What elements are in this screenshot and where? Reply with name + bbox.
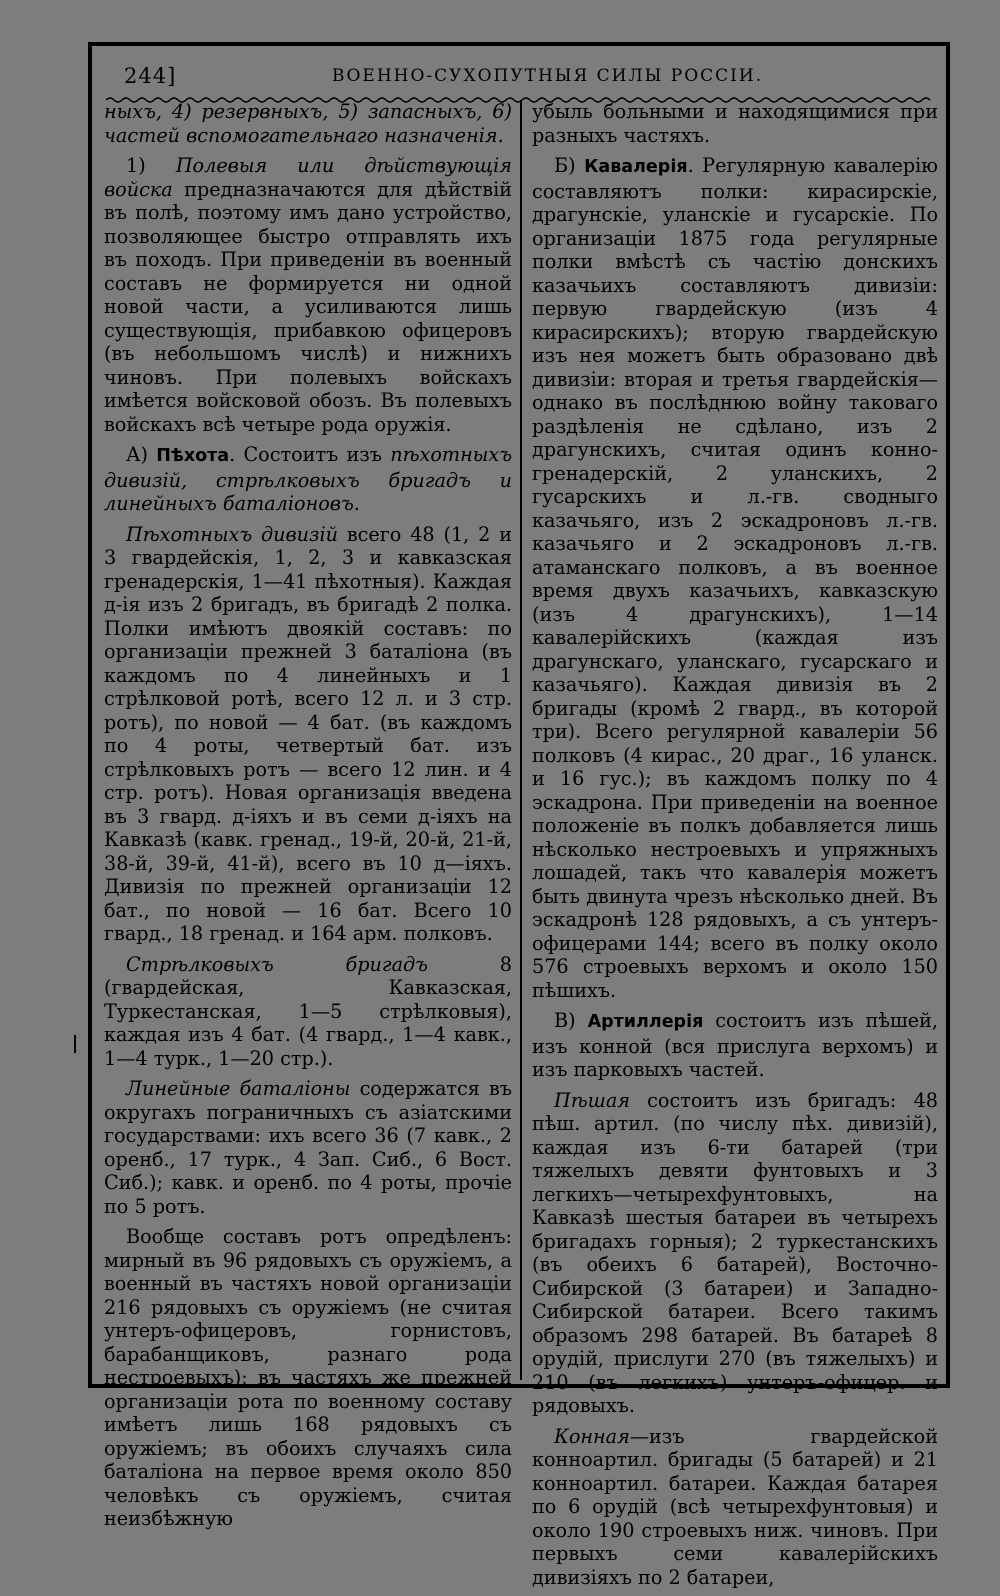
paragraph-text: 8 (гвардейская, Кавказская, Туркестанская, 1—5 стрѣлковыя), каждая изъ 4 бат. (4 гвард., 1—4 кавк., 1—4 турк., 1—20 стр.).: [104, 952, 512, 1070]
section-heading-infantry: Пѣхота: [156, 446, 230, 466]
book-page: [88, 42, 950, 1589]
paragraph-text: —изъ гвардейской конноартил. бригады (5 батарей) и 21 конноартил. батареи. Каждая батарея по 6 орудій (всѣ четырехфунтовыя) и около 190 строевыхъ ниж. чиновъ. При первыхъ семи кавалерійскихъ дивизіяхъ по 2 батареи,: [532, 1424, 938, 1589]
paragraph-horse-artillery: [532, 1425, 938, 1590]
paragraph-company-strength: Вообще составъ ротъ опредѣленъ: мирный въ 96 рядовыхъ съ оружіемъ, а военный въ частяхъ новой организаціи 216 рядовыхъ съ оружіемъ (не считая унтеръ-офицеровъ, горнистовъ, барабанщиковъ, разнаго рода нестроевыхъ); въ частяхъ же прежней организаціи рота по военному составу имѣетъ лишь 168 рядовыхъ съ оружіемъ; въ обоихъ случаяхъ сила баталіона на первое время около 850 человѣкъ съ оружіемъ, считая неизбѣжную: [104, 1225, 512, 1530]
paragraph-continuation: ныхъ, 4) резервныхъ, 5) запасныхъ, 6) частей вспомогательнаго назначенія.: [104, 100, 512, 147]
paragraph-cavalry: [532, 154, 938, 1002]
term-line-battalions: Линейные баталіоны: [126, 1077, 351, 1100]
paragraph-artillery: [532, 1009, 938, 1082]
paragraph-text: .: [353, 492, 360, 515]
term-rifle-brigades: Стрѣлковыхъ бригадъ: [126, 952, 428, 976]
infantry-composition: пѣхотныхъ дивизій, стрѣлковыхъ бригадъ и линейныхъ баталіоновъ: [104, 443, 512, 515]
term-foot-artillery: Пѣшая: [554, 1088, 630, 1112]
running-title: ВОЕННО-СУХОПУТНЫЯ СИЛЫ РОССІИ.: [332, 66, 764, 86]
list-marker: А): [126, 443, 157, 466]
term-infantry-divisions: Пѣхотныхъ дивизій: [126, 522, 338, 546]
paragraph-rifle-brigades: [104, 953, 512, 1071]
paragraph-line-battalions: [104, 1077, 512, 1218]
right-text-column: [532, 100, 938, 1596]
paragraph-infantry-divisions: [104, 523, 512, 946]
term-horse-artillery: Конная: [554, 1424, 630, 1448]
paragraph-field-troops: [104, 154, 512, 436]
section-heading-artillery: Артиллерія: [587, 1012, 704, 1032]
paragraph-text: . Регулярную кавалерію составляютъ полки: кирасирскіе, драгунскіе, уланскіе и гусарскіе. По организаціи 1875 года регулярные полки вмѣстѣ съ частію донскихъ казачьихъ составляютъ дивизіи: первую гвардейскую (изъ 4 кирасирскихъ); вторую гвардейскую изъ нея можетъ быть образовано двѣ дивизіи: вторая и третья гвардейскія—однако въ послѣднюю войну таковаго раздѣленія не сдѣлано, изъ 2 драгунскихъ, считая одинъ конно-гренадерскій, 2 уланскихъ, 2 гусарскихъ и л.-гв. сводныго казачьяго, изъ 2 эскадроновъ л.-гв. казачьяго и 2 эскадроновъ л.-гв. атаманскаго полковъ, а въ военное время двухъ казачьихъ, кавказскую (изъ 4 драгунскихъ), 1—14 кавалерійскихъ (каждая изъ драгунскаго, уланскаго, гусарскаго и казачьяго). Каждая дивизія въ 2 бригады (кромѣ 2 гвард., въ которой три). Всего регулярной кавалеріи 56 полковъ (4 кирас., 20 драг., 16 уланск. и 16 гус.); въ каждомъ полку по 4 эскадрона. При приведеніи на военное положеніе въ полкъ добавляется лишь нѣсколько нестроевыхъ и упряжныхъ лошадей, такъ что кавалерія можетъ быть двинута чрезъ нѣсколько дней. Въ эскадронѣ 128 рядовыхъ, а съ унтеръ-офицерами 144; всего въ полку около 576 строевыхъ верхомъ и около 150 пѣшихъ.: [532, 154, 939, 1002]
paragraph-text: состоитъ изъ бригадъ: 48 пѣш. артил. (по числу пѣх. дивизій), каждая изъ 6-ти батарей (три тяжелыхъ девяти фунтовыхъ и 3 легкихъ—четырехфунтовыхъ, на Кавказѣ шестыя батареи въ четырехъ бригадахъ горныя); 2 туркестанскихъ (въ обеихъ 6 батарей), Восточно-Сибирской (3 батареи) и Западно-Сибирской батареи. Всего такимъ образомъ 298 батарей. Въ батареѣ 8 орудій, прислуги 270 (въ тяжелыхъ) и 210 (въ легкихъ) унтеръ-офицер. и рядовыхъ.: [532, 1088, 938, 1417]
page-number: 244]: [124, 64, 177, 88]
paragraph-text: состоитъ изъ пѣшей, изъ конной (вся прислуга верхомъ) и изъ парковыхъ частей.: [532, 1009, 938, 1081]
left-text-column: [104, 100, 512, 1538]
paragraph-foot-artillery: [532, 1089, 938, 1418]
paragraph-text: содержатся въ округахъ пограничныхъ съ азіатскими государствами: ихъ всего 36 (7 кавк., 2 оренб., 17 турк., 4 Зап. Сиб., 6 Вост. Сиб.); кавк. и оренб. по 4 роты, прочіе по 5 ротъ.: [104, 1077, 513, 1218]
list-marker: В): [554, 1009, 588, 1032]
column-divider: [520, 100, 522, 1380]
paragraph-text: предназначаются для дѣйствій въ полѣ, поэтому имъ дано устройство, позволяющее быстро отправлять ихъ въ походъ. При приведеніи въ военный составъ не формируется ни одной новой части, а усиливаются лишь существующія, прибавкою офицеровъ (въ небольшомъ числѣ) и нижнихъ чиновъ. При полевыхъ войскахъ имѣется войсковой обозъ. Въ полевыхъ войскахъ всѣ четыре рода оружія.: [104, 177, 512, 436]
page-header: [92, 64, 946, 98]
list-marker: Б): [554, 154, 585, 177]
margin-mark: [74, 1035, 79, 1053]
paragraph-infantry: [104, 443, 512, 516]
paragraph-continuation: убыль больными и находящимися при разныхъ частяхъ.: [532, 100, 938, 147]
term-field-troops: Полевыя или дѣйствующія войска: [104, 154, 512, 201]
section-heading-cavalry: Кавалерія: [584, 157, 688, 177]
list-marker: 1): [126, 154, 176, 177]
paragraph-text: всего 48 (1, 2 и 3 гвардейскія, 1, 2, 3 и кавказская гренадерскія, 1—41 пѣхотныя). Каждая д-ія изъ 2 бригадъ, въ бригадѣ 2 полка. Полки имѣютъ двоякій составъ: по организаціи прежней 3 баталіона (въ каждомъ по 4 линейныхъ и 1 стрѣлковой ротѣ, всего 12 л. и 3 стр. ротъ), по новой — 4 бат. (въ каждомъ по 4 роты, четвертый бат. изъ стрѣлковыхъ ротъ — всего 12 лин. и 4 стр. ротъ). Новая организація введена въ 3 гвард. д-іяхъ и въ семи д-іяхъ на Кавказѣ (кавк. гренад., 19-й, 20-й, 21-й, 38-й, 39-й, 41-й), всего въ 10 д—іяхъ. Дивизія по прежней организаціи 12 бат., по новой — 16 бат. Всего 10 гвард., 18 гренад. и 164 арм. полковъ.: [104, 522, 512, 945]
paragraph-text: . Состоитъ изъ: [229, 443, 391, 466]
